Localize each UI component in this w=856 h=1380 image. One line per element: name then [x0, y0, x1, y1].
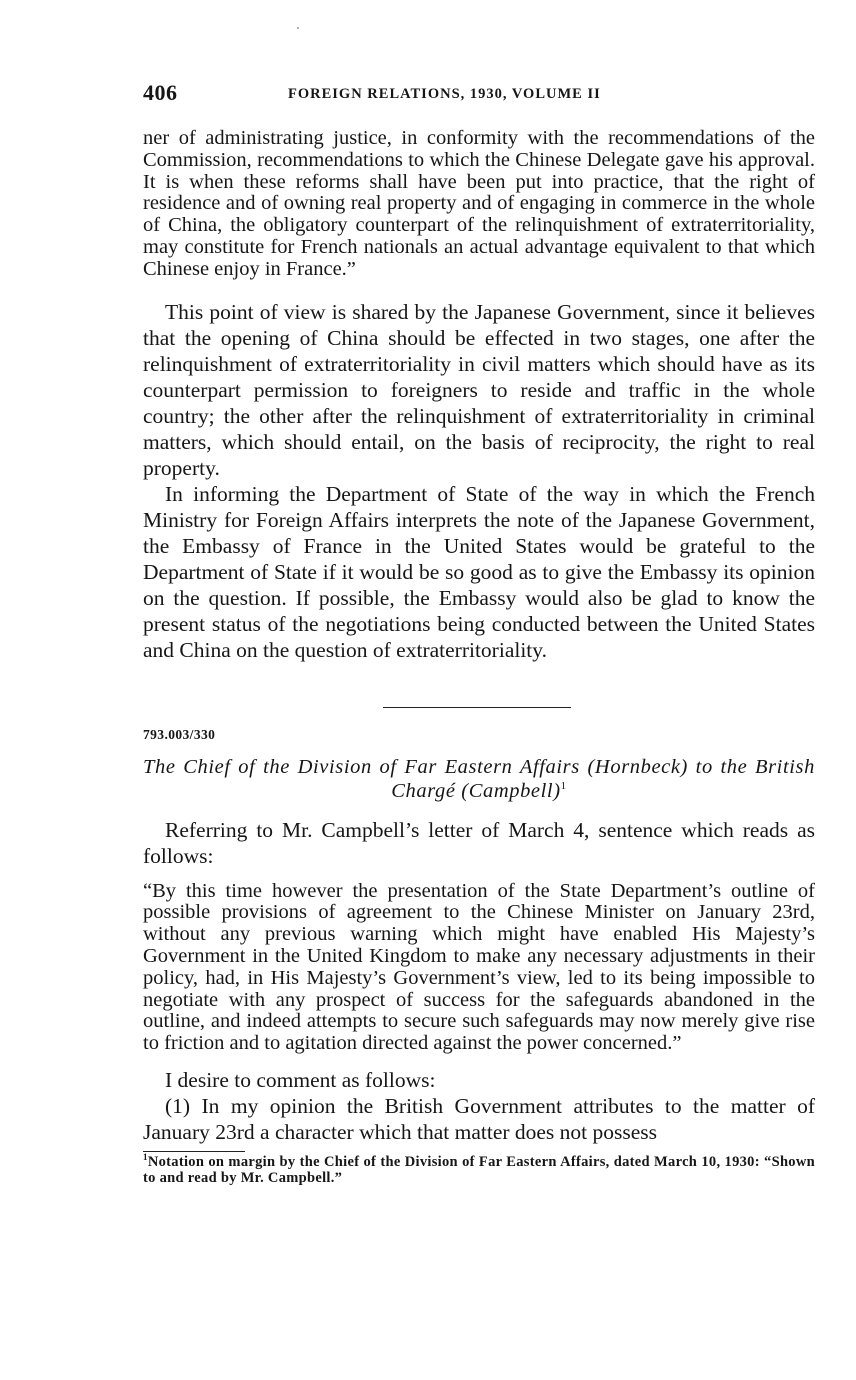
quote-continued-paragraph: ner of administrating justice, in conformity with the recommendations of the Commission, recommendations to which the Chinese Delegate gave his approval. It is when these reforms shall have been put into practice, that the right of residence and of owning real property and of engaging in commerce in the whole of China, the obligatory counterpart of the relinquishment of extraterritoriality, may constitute for French nationals an actual advantage equivalent to that which Chinese enjoy in France.”	[143, 127, 815, 280]
footnote-text: Notation on margin by the Chief of the Division of Far Eastern Affairs, dated March 10, 1930: “Shown to and read by Mr. Campbell.”	[143, 1153, 815, 1186]
japanese-view-paragraph: This point of view is shared by the Japanese Government, since it believes that the opening of China should be effected in two stages, one after the relinquishment of extraterritoriality in civil matters which should have as its counterpart permission to foreigners to reside and traffic in the whole country; the other after the relinquishment of extraterritoriality in criminal matters, which should entail, on the basis of reciprocity, the right to real property.	[143, 299, 815, 480]
document-title-text: The Chief of the Division of Far Eastern Affairs (Hornbeck) to the British Chargé (Campbell)	[143, 755, 815, 802]
referring-paragraph: Referring to Mr. Campbell’s letter of March 4, sentence which reads as follows:	[143, 817, 815, 868]
file-number: 793.003/330	[143, 726, 216, 742]
embassy-request-paragraph: In informing the Department of State of the way in which the French Ministry for Foreign Affairs interprets the note of the Japanese Government, the Embassy of France in the United States would be grateful to the Department of State if it would be so good as to give the Embassy its opinion on the question. If possible, the Embassy would also be glad to know the present status of the negotiations being conducted between the United States and China on the question of extraterritoriality.	[143, 481, 815, 662]
point-one-paragraph: (1) In my opinion the British Government attributes to the matter of January 23rd a character which that matter does not possess	[143, 1093, 815, 1144]
campbell-quote-paragraph: “By this time however the presentation of the State Department’s outline of possible provisions of agreement to the Chinese Minister on January 23rd, without any previous warning which might have enabled His Majesty’s Government in the United Kingdom to make any necessary adjustments in their policy, had, in His Majesty’s Government’s view, led to its being impossible to negotiate with any prospect of success for the safeguards abandoned in the outline, and indeed attempts to secure such safeguards may now merely give rise to friction and to agitation directed against the power concerned.”	[143, 879, 815, 1055]
running-head	[143, 80, 815, 110]
page-number: 406	[143, 80, 178, 105]
comment-intro-paragraph: I desire to comment as follows:	[165, 1067, 436, 1092]
footnote	[143, 1154, 815, 1186]
footnote-reference: 1	[560, 779, 567, 792]
running-title: FOREIGN RELATIONS, 1930, VOLUME II	[288, 86, 601, 102]
document-page	[143, 80, 815, 1186]
footnote-mark: 1	[143, 1152, 148, 1163]
footnote-divider	[143, 1151, 245, 1152]
document-title	[143, 755, 815, 803]
page-speck	[297, 27, 299, 29]
section-divider	[383, 707, 571, 708]
